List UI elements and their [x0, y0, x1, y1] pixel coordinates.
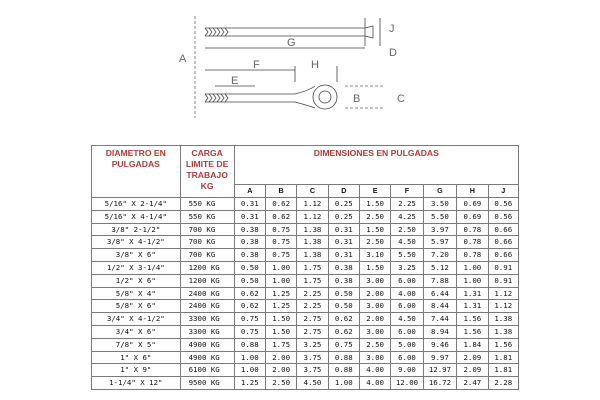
label-j: J — [389, 23, 395, 35]
load-cell: 6100 KG — [180, 364, 234, 377]
label-c: C — [397, 93, 405, 105]
label-g: G — [287, 37, 296, 49]
dimension-cell: 1.84 — [457, 338, 488, 351]
header-dimensions: DIMENSIONES EN PULGADAS — [234, 146, 518, 185]
dimension-cell: 0.69 — [457, 198, 488, 211]
size-cell: 3/8" X 6" — [92, 249, 181, 262]
label-h: H — [311, 59, 319, 71]
size-cell: 1" X 6" — [92, 351, 181, 364]
header-load: CARGA LIMITE DE TRABAJO KG — [180, 146, 234, 198]
dimension-cell: 0.38 — [234, 249, 265, 262]
dimension-cell: 0.56 — [488, 198, 518, 211]
dimension-cell: 7.20 — [423, 249, 457, 262]
dimension-cell: 0.66 — [488, 236, 518, 249]
dimension-cell: 0.31 — [328, 223, 359, 236]
dimension-cell: 2.50 — [265, 377, 296, 390]
dimension-cell: 1.00 — [265, 261, 296, 274]
dimension-cell: 1.00 — [457, 261, 488, 274]
column-header: C — [297, 185, 328, 198]
dimension-cell: 0.62 — [234, 300, 265, 313]
dimension-cell: 0.50 — [328, 300, 359, 313]
size-cell: 1-1/4" X 12" — [92, 377, 181, 390]
dimension-cell: 0.69 — [457, 210, 488, 223]
dimension-cell: 1.75 — [265, 338, 296, 351]
load-cell: 700 KG — [180, 249, 234, 262]
dimension-cell: 1.38 — [488, 313, 518, 326]
dimension-cell: 2.09 — [457, 364, 488, 377]
dimension-cell: 1.38 — [297, 223, 328, 236]
column-header: B — [265, 185, 296, 198]
dimension-cell: 2.00 — [359, 287, 390, 300]
dimension-cell: 0.78 — [457, 223, 488, 236]
load-cell: 1200 KG — [180, 261, 234, 274]
dimension-cell: 2.75 — [297, 325, 328, 338]
table-row — [92, 274, 519, 287]
size-cell: 7/8" X 5" — [92, 338, 181, 351]
dimension-cell: 1.12 — [297, 210, 328, 223]
table-row — [92, 198, 519, 211]
dimension-cell: 4.00 — [359, 364, 390, 377]
label-b: B — [353, 93, 361, 105]
dimension-cell: 0.62 — [328, 325, 359, 338]
dimension-cell: 2.00 — [359, 313, 390, 326]
size-cell: 1/2" X 3-1/4" — [92, 261, 181, 274]
load-cell: 3300 KG — [180, 313, 234, 326]
dimension-cell: 1.56 — [457, 313, 488, 326]
header-diameter: DIAMETRO EN PULGADAS — [92, 146, 181, 198]
dimension-cell: 2.28 — [488, 377, 518, 390]
dimension-cell: 1.12 — [488, 300, 518, 313]
table-row — [92, 300, 519, 313]
dimension-cell: 6.00 — [391, 274, 423, 287]
dimension-cell: 0.75 — [265, 223, 296, 236]
dimension-cell: 0.88 — [328, 351, 359, 364]
dimension-cell: 3.75 — [297, 364, 328, 377]
dimension-cell: 3.00 — [359, 274, 390, 287]
dimension-cell: 0.62 — [234, 287, 265, 300]
dimension-cell: 2.25 — [391, 198, 423, 211]
dimension-cell: 0.31 — [234, 198, 265, 211]
dimension-cell: 2.09 — [457, 351, 488, 364]
load-cell: 4900 KG — [180, 338, 234, 351]
top-bolt-thread — [205, 28, 228, 36]
size-cell: 1" X 9" — [92, 364, 181, 377]
dimensions-table — [91, 145, 519, 390]
table-row — [92, 249, 519, 262]
dimension-cell: 9.46 — [423, 338, 457, 351]
load-cell: 2400 KG — [180, 287, 234, 300]
column-header: H — [457, 185, 488, 198]
label-f: F — [253, 59, 260, 71]
table-row — [92, 261, 519, 274]
table-row — [92, 338, 519, 351]
dimension-cell: 1.38 — [297, 249, 328, 262]
dimension-cell: 8.44 — [423, 300, 457, 313]
dimension-cell: 6.00 — [391, 325, 423, 338]
dimension-cell: 1.31 — [457, 300, 488, 313]
size-cell: 3/8" X 4-1/2" — [92, 236, 181, 249]
dimension-cell: 0.75 — [265, 249, 296, 262]
dimension-cell: 12.97 — [423, 364, 457, 377]
eye-bolt-drawing — [175, 6, 415, 130]
load-cell: 3300 KG — [180, 325, 234, 338]
size-cell: 5/16" X 2-1/4" — [92, 198, 181, 211]
dimension-cell: 3.00 — [359, 300, 390, 313]
dimension-cell: 1.50 — [359, 198, 390, 211]
dimension-cell: 2.50 — [359, 236, 390, 249]
eye-outer — [313, 85, 337, 109]
dimension-cell: 1.25 — [265, 287, 296, 300]
table-row — [92, 287, 519, 300]
dimension-cell: 0.75 — [328, 338, 359, 351]
dimension-cell: 3.10 — [359, 249, 390, 262]
table-row — [92, 377, 519, 390]
dimension-cell: 1.25 — [234, 377, 265, 390]
table-row — [92, 351, 519, 364]
dimension-cell: 0.88 — [234, 338, 265, 351]
dimension-cell: 1.81 — [488, 364, 518, 377]
dimension-cell: 0.25 — [328, 210, 359, 223]
dimension-cell: 1.00 — [265, 274, 296, 287]
dimension-cell: 1.12 — [297, 198, 328, 211]
dimension-cell: 0.31 — [328, 249, 359, 262]
bottom-bolt-neck — [295, 86, 315, 108]
label-e: E — [231, 75, 239, 87]
dimension-cell: 0.56 — [488, 210, 518, 223]
dimension-cell: 5.00 — [391, 338, 423, 351]
dimension-cell: 5.50 — [391, 249, 423, 262]
dimension-cell: 0.62 — [265, 198, 296, 211]
dimension-cell: 1.00 — [457, 274, 488, 287]
dimension-cell: 9.00 — [391, 364, 423, 377]
dimension-cell: 0.50 — [328, 287, 359, 300]
size-cell: 5/8" X 4" — [92, 287, 181, 300]
dimension-cell: 1.38 — [297, 236, 328, 249]
dimension-cell: 1.50 — [265, 313, 296, 326]
table-body — [92, 198, 519, 390]
dimension-cell: 1.38 — [488, 325, 518, 338]
dimension-cell: 3.00 — [359, 325, 390, 338]
dimension-cell: 0.62 — [328, 313, 359, 326]
dimension-cell: 8.94 — [423, 325, 457, 338]
table-row — [92, 236, 519, 249]
dimension-cell: 0.38 — [234, 223, 265, 236]
label-a: A — [179, 53, 187, 65]
dimension-cell: 1.00 — [328, 377, 359, 390]
dimension-cell: 4.00 — [391, 287, 423, 300]
column-header: G — [423, 185, 457, 198]
column-header: D — [328, 185, 359, 198]
dimension-cell: 0.50 — [234, 261, 265, 274]
dimension-cell: 0.50 — [234, 274, 265, 287]
dimension-cell: 2.00 — [265, 351, 296, 364]
dimension-cell: 0.91 — [488, 261, 518, 274]
size-cell: 1/2" X 6" — [92, 274, 181, 287]
load-cell: 1200 KG — [180, 274, 234, 287]
dimension-cell: 5.12 — [423, 261, 457, 274]
dimension-cell: 0.78 — [457, 236, 488, 249]
dimension-cell: 1.00 — [234, 364, 265, 377]
bottom-bolt-thread — [205, 94, 228, 102]
load-cell: 2400 KG — [180, 300, 234, 313]
table-row — [92, 325, 519, 338]
dimension-cell: 16.72 — [423, 377, 457, 390]
table-header-row — [92, 146, 519, 185]
column-header: A — [234, 185, 265, 198]
column-header: E — [359, 185, 390, 198]
table-row — [92, 364, 519, 377]
load-cell: 9500 KG — [180, 377, 234, 390]
dimension-cell: 3.00 — [359, 351, 390, 364]
dimension-cell: 0.75 — [234, 313, 265, 326]
dimension-cell: 2.25 — [297, 300, 328, 313]
dimension-cell: 1.50 — [265, 325, 296, 338]
dimension-cell: 0.78 — [457, 249, 488, 262]
size-cell: 5/8" X 6" — [92, 300, 181, 313]
dimension-cell: 4.00 — [359, 377, 390, 390]
eye-inner — [319, 91, 331, 103]
dimension-cell: 1.56 — [488, 338, 518, 351]
table-row — [92, 313, 519, 326]
column-header: J — [488, 185, 518, 198]
dimension-cell: 5.50 — [423, 210, 457, 223]
dimension-cell: 0.62 — [265, 210, 296, 223]
dimension-cell: 0.31 — [234, 210, 265, 223]
dimension-cell: 4.50 — [391, 236, 423, 249]
dimension-cell: 7.88 — [423, 274, 457, 287]
size-cell: 3/4" X 6" — [92, 325, 181, 338]
dimension-cell: 0.25 — [328, 198, 359, 211]
column-header: F — [391, 185, 423, 198]
dimension-cell: 1.12 — [488, 287, 518, 300]
size-cell: 3/4" X 4-1/2" — [92, 313, 181, 326]
dimension-cell: 3.25 — [297, 338, 328, 351]
dimension-cell: 1.75 — [297, 274, 328, 287]
label-d: D — [389, 47, 397, 59]
dimension-cell: 9.97 — [423, 351, 457, 364]
dimension-cell: 2.75 — [297, 313, 328, 326]
load-cell: 700 KG — [180, 223, 234, 236]
dimension-cell: 3.75 — [297, 351, 328, 364]
dimension-cell: 2.50 — [391, 223, 423, 236]
dimension-cell: 1.75 — [297, 261, 328, 274]
dimension-cell: 6.44 — [423, 287, 457, 300]
dimension-cell: 4.50 — [297, 377, 328, 390]
load-cell: 4900 KG — [180, 351, 234, 364]
dimension-cell: 2.00 — [265, 364, 296, 377]
table-row — [92, 223, 519, 236]
dimension-cell: 0.75 — [234, 325, 265, 338]
dimension-cell: 1.81 — [488, 351, 518, 364]
dimension-cell: 1.31 — [457, 287, 488, 300]
size-cell: 3/8" 2-1/2" — [92, 223, 181, 236]
dimension-cell: 6.00 — [391, 351, 423, 364]
dimension-cell: 3.97 — [423, 223, 457, 236]
size-cell: 5/16" X 4-1/4" — [92, 210, 181, 223]
dimension-cell: 0.88 — [328, 364, 359, 377]
dimension-cell: 1.50 — [359, 223, 390, 236]
load-cell: 700 KG — [180, 236, 234, 249]
dimension-cell: 0.38 — [328, 261, 359, 274]
dimension-cell: 4.50 — [391, 313, 423, 326]
table-row — [92, 210, 519, 223]
dimension-cell: 0.31 — [328, 236, 359, 249]
dimension-cell: 7.44 — [423, 313, 457, 326]
dimension-cell: 0.91 — [488, 274, 518, 287]
dimension-cell: 0.66 — [488, 249, 518, 262]
load-cell: 550 KG — [180, 210, 234, 223]
dimension-cell: 12.00 — [391, 377, 423, 390]
dimension-cell: 0.38 — [328, 274, 359, 287]
dimension-cell: 1.00 — [234, 351, 265, 364]
load-cell: 550 KG — [180, 198, 234, 211]
dimension-cell: 0.66 — [488, 223, 518, 236]
dimension-cell: 2.25 — [297, 287, 328, 300]
dimension-cell: 1.25 — [265, 300, 296, 313]
dimension-cell: 0.75 — [265, 236, 296, 249]
dimension-cell: 3.25 — [391, 261, 423, 274]
dimension-cell: 2.50 — [359, 210, 390, 223]
dimension-cell: 4.25 — [391, 210, 423, 223]
dimension-cell: 1.56 — [457, 325, 488, 338]
dimension-cell: 2.50 — [359, 338, 390, 351]
dimension-cell: 2.47 — [457, 377, 488, 390]
dimension-cell: 3.50 — [423, 198, 457, 211]
dimension-cell: 6.00 — [391, 300, 423, 313]
dimension-cell: 1.50 — [359, 261, 390, 274]
top-bolt-eye-end — [365, 26, 373, 38]
dimension-cell: 5.97 — [423, 236, 457, 249]
dimension-cell: 0.38 — [234, 236, 265, 249]
